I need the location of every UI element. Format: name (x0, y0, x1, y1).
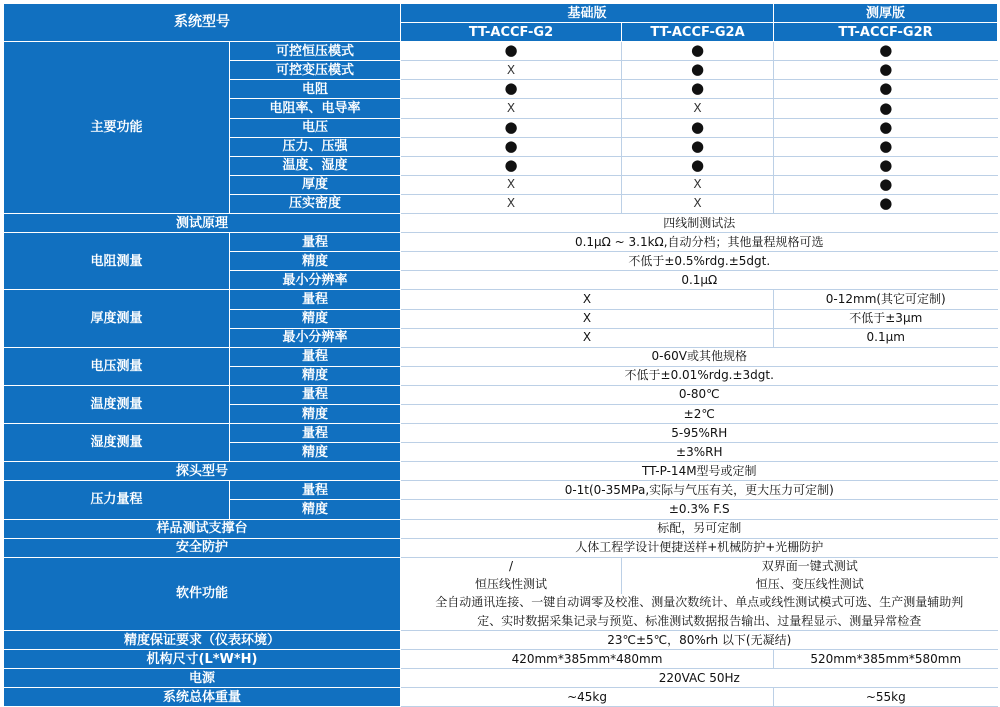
g2r-value (774, 194, 998, 213)
function-mark: ● (504, 41, 518, 60)
pressure-accuracy-label: 精度 (230, 500, 401, 519)
function-mark: ● (879, 156, 893, 174)
header-row-editions (4, 4, 998, 23)
g2r-value (774, 61, 998, 80)
software-rest-line2: 恒压、变压线性测试 (622, 576, 998, 594)
software-g2-line2: 恒压线性测试 (401, 576, 622, 594)
model-g2-header: TT-ACCF-G2 (401, 23, 622, 42)
g2a-value (622, 61, 774, 80)
g2a-value (622, 80, 774, 99)
humidity-range-label: 量程 (230, 424, 401, 443)
sample-stage-row (4, 519, 998, 538)
g2a-value (622, 194, 774, 213)
function-name: 可控恒压模式 (230, 42, 401, 61)
software-label: 软件功能 (4, 557, 401, 630)
resistance-resolution-label: 最小分辨率 (230, 271, 401, 290)
function-name: 温度、湿度 (230, 156, 401, 175)
model-g2r-header: TT-ACCF-G2R (774, 23, 998, 42)
function-mark: ● (879, 137, 893, 155)
voltage-accuracy-label: 精度 (230, 366, 401, 385)
humidity-accuracy-label: 精度 (230, 443, 401, 462)
function-mark: ● (504, 137, 518, 155)
g2-value (401, 99, 622, 118)
weight-row (4, 688, 998, 707)
voltage-accuracy-value: 不低于±0.01%rdg.±3dgt. (401, 366, 998, 385)
software-rest-line1: 双界面一键式测试 (622, 557, 998, 576)
safety-label: 安全防护 (4, 538, 401, 557)
humidity-range-value: 5-95%RH (401, 424, 998, 443)
pressure-accuracy-value: ±0.3% F.S (401, 500, 998, 519)
voltage-label: 电压测量 (4, 347, 230, 385)
g2-value (401, 156, 622, 175)
test-principle-row (4, 214, 998, 233)
software-common-line1: 全自动通讯连接、一键自动调零及校准、测量次数统计、单点或线性测试模式可选、生产测量辅助判 (401, 594, 998, 612)
function-row (4, 42, 998, 61)
thickness-range-label: 量程 (230, 290, 401, 309)
temperature-range-label: 量程 (230, 385, 401, 404)
weight-basic: ~45kg (401, 688, 774, 707)
g2a-value (622, 156, 774, 175)
weight-g2r: ~55kg (774, 688, 998, 707)
g2a-value (622, 118, 774, 137)
safety-value: 人体工程学设计便捷送样+机械防护+光栅防护 (401, 538, 998, 557)
function-mark: X (506, 101, 516, 116)
function-mark: X (693, 101, 702, 116)
accuracy-env-value: 23℃±5℃，80%rh 以下(无凝结) (401, 631, 998, 650)
voltage-range-label: 量程 (230, 347, 401, 366)
dimensions-row (4, 650, 998, 669)
g2r-value (774, 175, 998, 194)
power-value: 220VAC 50Hz (401, 669, 998, 688)
humidity-label: 湿度测量 (4, 424, 230, 462)
function-mark: X (693, 177, 702, 192)
test-principle-label: 测试原理 (4, 214, 401, 233)
g2r-value (774, 42, 998, 61)
probe-label: 探头型号 (4, 462, 401, 481)
function-mark: ● (504, 156, 518, 174)
test-principle-value: 四线制测试法 (401, 214, 998, 233)
pressure-row (4, 481, 998, 500)
temperature-label: 温度测量 (4, 385, 230, 423)
weight-label: 系统总体重量 (4, 688, 401, 707)
function-mark: ● (879, 98, 893, 117)
function-name: 电阻率、电导率 (230, 99, 401, 118)
function-mark: ● (690, 156, 705, 174)
g2a-value (622, 175, 774, 194)
model-g2a-header: TT-ACCF-G2A (622, 23, 774, 42)
main-functions-label: 主要功能 (4, 42, 230, 214)
sample-stage-label: 样品测试支撑台 (4, 519, 401, 538)
humidity-accuracy-value: ±3%RH (401, 443, 998, 462)
g2-value (401, 175, 622, 194)
g2r-value (774, 118, 998, 137)
pressure-range-value: 0-1t(0-35MPa,实际与气压有关，更大压力可定制) (401, 481, 998, 500)
safety-row (4, 538, 998, 557)
function-mark: ● (879, 41, 893, 60)
function-mark: ● (879, 175, 893, 193)
dimensions-basic: 420mm*385mm*480mm (401, 650, 774, 669)
resistance-range-label: 量程 (230, 233, 401, 252)
function-mark: X (506, 62, 516, 77)
sample-stage-value: 标配，另可定制 (401, 519, 998, 538)
spec-table (3, 3, 998, 707)
temperature-row (4, 385, 998, 404)
g2-value (401, 137, 622, 156)
resistance-resolution-value: 0.1μΩ (401, 271, 998, 290)
function-name: 压力、压强 (230, 137, 401, 156)
function-mark: ● (504, 118, 518, 136)
g2a-value (622, 42, 774, 61)
function-mark: ● (879, 194, 893, 212)
g2-value (401, 80, 622, 99)
thickness-resolution-g2r: 0.1μm (774, 328, 998, 347)
function-mark: X (506, 177, 516, 192)
resistance-accuracy-value: 不低于±0.5%rdg.±5dgt. (401, 252, 998, 271)
g2-value (401, 118, 622, 137)
accuracy-env-row (4, 631, 998, 650)
function-mark: ● (690, 60, 705, 79)
power-label: 电源 (4, 669, 401, 688)
thickness-resolution-label: 最小分辨率 (230, 328, 401, 347)
g2r-value (774, 99, 998, 118)
function-name: 压实密度 (230, 194, 401, 213)
function-name: 电压 (230, 118, 401, 137)
function-mark: ● (690, 137, 705, 155)
temperature-accuracy-label: 精度 (230, 404, 401, 423)
pressure-range-label: 量程 (230, 481, 401, 500)
function-name: 厚度 (230, 175, 401, 194)
function-name: 可控变压模式 (230, 61, 401, 80)
dimensions-g2r: 520mm*385mm*580mm (774, 650, 998, 669)
thickness-range-g2r: 0-12mm(其它可定制) (774, 290, 998, 309)
software-row (4, 557, 998, 576)
function-mark: ● (879, 79, 893, 98)
temperature-range-value: 0-80℃ (401, 385, 998, 404)
g2-value (401, 194, 622, 213)
temperature-accuracy-value: ±2℃ (401, 404, 998, 423)
thickness-label: 厚度测量 (4, 290, 230, 347)
thickness-edition-header: 测厚版 (774, 4, 998, 23)
pressure-label: 压力量程 (4, 481, 230, 519)
resistance-range-value: 0.1μΩ ~ 3.1kΩ,自动分档；其他量程规格可选 (401, 233, 998, 252)
g2a-value (622, 99, 774, 118)
function-mark: ● (690, 41, 705, 60)
function-mark: ● (690, 79, 705, 98)
probe-value: TT-P-14M型号或定制 (401, 462, 998, 481)
thickness-range-basic: X (401, 290, 774, 309)
g2r-value (774, 156, 998, 175)
humidity-row (4, 424, 998, 443)
system-model-header: 系统型号 (4, 4, 401, 42)
resistance-accuracy-label: 精度 (230, 252, 401, 271)
resistance-label: 电阻测量 (4, 233, 230, 290)
g2-value (401, 61, 622, 80)
function-mark: X (506, 196, 516, 211)
power-row (4, 669, 998, 688)
g2r-value (774, 80, 998, 99)
g2r-value (774, 137, 998, 156)
software-common-line2: 定、实时数据采集记录与预览、标准测试数据报告输出、过量程显示、测量异常检查 (401, 612, 998, 631)
g2-value (401, 42, 622, 61)
thickness-accuracy-label: 精度 (230, 309, 401, 328)
thickness-accuracy-basic: X (401, 309, 774, 328)
dimensions-label: 机构尺寸(L*W*H) (4, 650, 401, 669)
voltage-range-value: 0-60V或其他规格 (401, 347, 998, 366)
g2a-value (622, 137, 774, 156)
function-mark: ● (690, 118, 705, 136)
resistance-row (4, 233, 998, 252)
function-mark: ● (879, 60, 893, 79)
function-name: 电阻 (230, 80, 401, 99)
accuracy-env-label: 精度保证要求（仪表环境） (4, 631, 401, 650)
software-g2-line1: / (401, 557, 622, 576)
voltage-row (4, 347, 998, 366)
thickness-row (4, 290, 998, 309)
function-mark: ● (879, 118, 893, 136)
function-mark: X (693, 196, 702, 211)
basic-edition-header: 基础版 (401, 4, 774, 23)
thickness-accuracy-g2r: 不低于±3μm (774, 309, 998, 328)
function-mark: ● (504, 79, 518, 98)
probe-row (4, 462, 998, 481)
thickness-resolution-basic: X (401, 328, 774, 347)
